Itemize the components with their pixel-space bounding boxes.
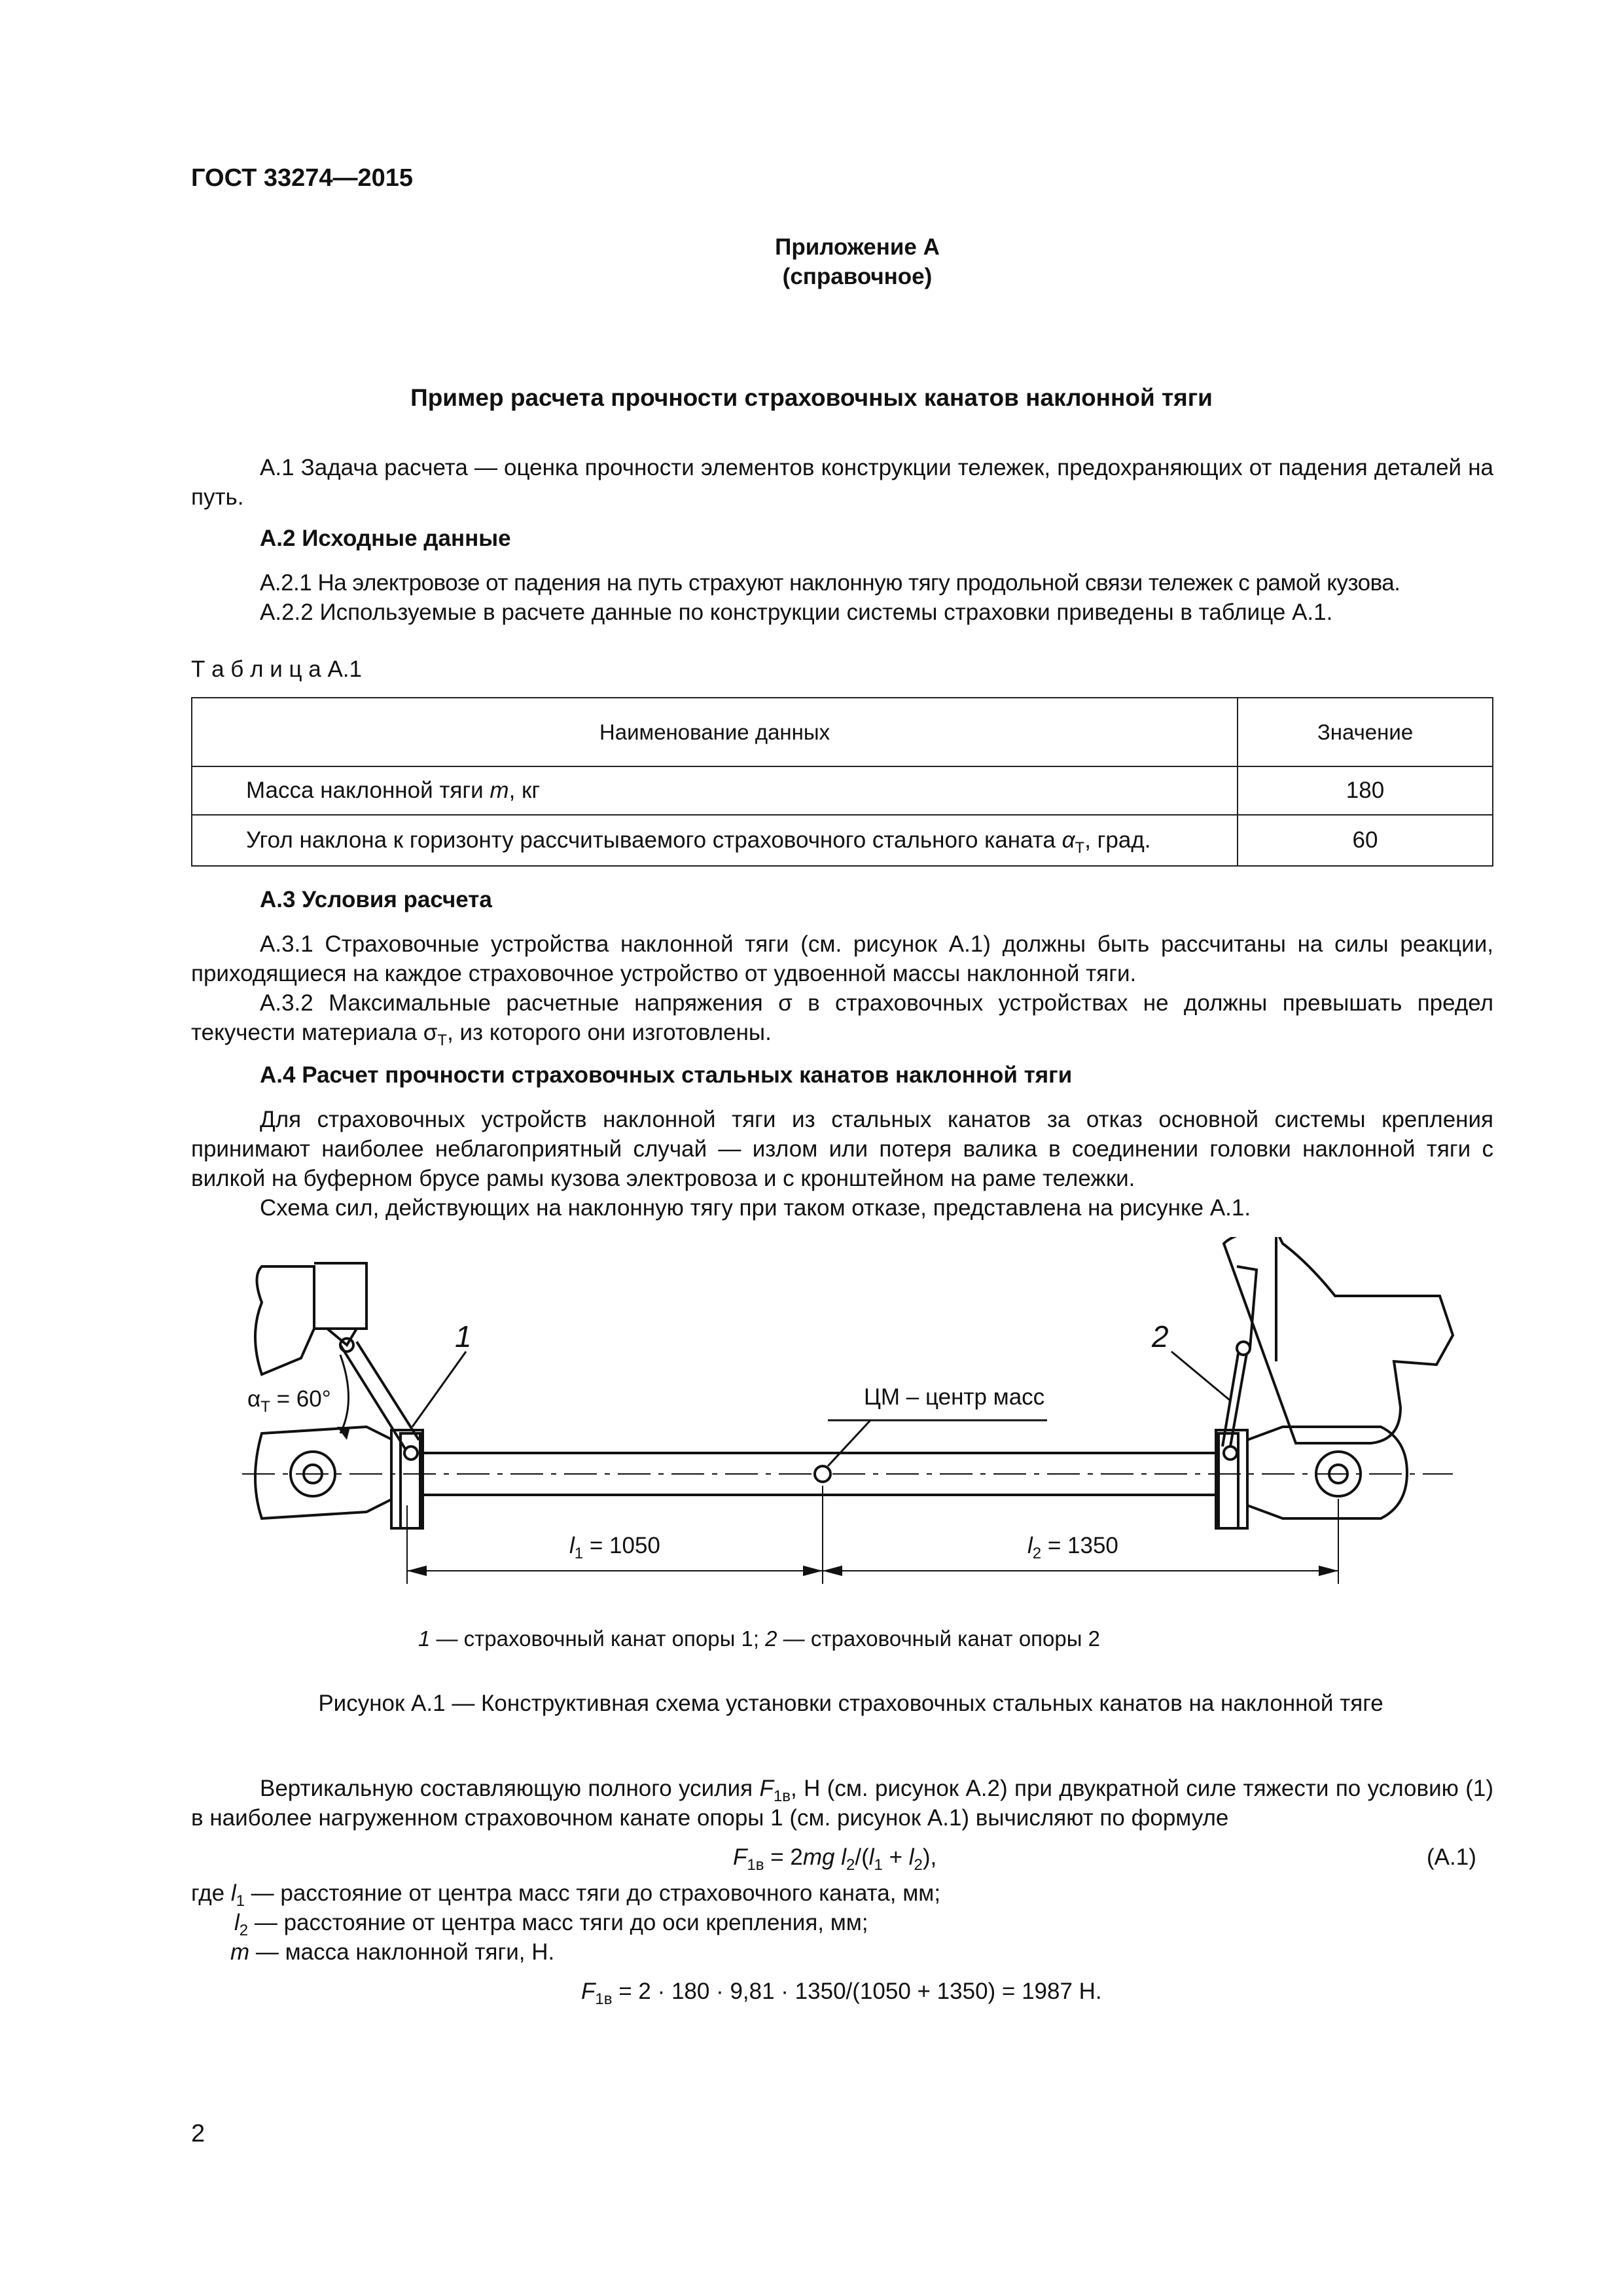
- left-eye-head: [255, 1427, 393, 1518]
- section-a3-2: А.3.2 Максимальные расчетные напряжения σ в страховочных устройствах не должны превышать предел текучести материала $\sigma_Т$, из которого они изготовлены.: [191, 990, 1493, 1049]
- table-cell-name: Угол наклона к горизонту рассчитываемого страховочного стального каната $\alpha_Т$, град.: [192, 815, 1238, 866]
- section-a2-title: А.2 Исходные данные: [260, 526, 511, 551]
- page-number: 2: [191, 2120, 205, 2147]
- section-a2-2: А.2.2 Используемые в расчете данные по конструкции системы страховки приведены в таблице А.1.: [260, 600, 1333, 625]
- definition-m: m — масса наклонной тяги, Н.: [230, 1939, 555, 1965]
- figure-a1-diagram: [229, 1237, 1472, 1604]
- angle-label: $\alpha_Т = 60^\circ$: [247, 1386, 331, 1416]
- section-a1-paragraph: А.1 Задача расчета — оценка прочности элементов конструкции тележек, предохраняющих от падения деталей на путь.: [191, 455, 1493, 510]
- angle-arc: [340, 1355, 349, 1433]
- table-row: [192, 766, 1493, 815]
- definition-l2: $l_2$ — расстояние от центра масс тяги до оси крепления, мм;: [234, 1910, 868, 1939]
- appendix-heading: Пример расчета прочности страховочных канатов наклонной тяги: [410, 384, 1213, 411]
- table-header-value: Значение: [1238, 698, 1493, 766]
- right-frame-bracket: [1224, 1237, 1453, 1443]
- document-code: ГОСТ 33274—2015: [191, 164, 414, 192]
- section-a2-1: А.2.1 На электровозе от падения на путь страхуют наклонную тягу продольной связи тележек с рамой кузова.: [260, 570, 1400, 596]
- table-cell-value: 180: [1238, 766, 1493, 815]
- section-a4-paragraph: Для страховочных устройств наклонной тяги из стальных канатов за отказ основной системы крепления принимают наиболее неблагоприятный случай — излом или потеря валика в соединении головки наклонной тяги с вилкой на буферном брусе рамы кузова электровоза и с кронштейном на раме тележки.: [191, 1107, 1493, 1191]
- table-header-name: Наименование данных: [192, 698, 1238, 766]
- figure-label-2: 2: [1152, 1319, 1169, 1354]
- left-frame-bracket: [255, 1266, 314, 1374]
- calc-paragraph: Вертикальную составляющую полного усилия $F_{1в}$, Н (см. рисунок А.2) при двукратной силе тяжести по условию (1) в наиболее нагруженном страховочном канате опоры 1 (см. рисунок А.1) вычисляют по формуле: [191, 1776, 1493, 1831]
- figure-caption: Рисунок А.1 — Конструктивная схема установки страховочных стальных канатов на наклонной тяге: [318, 1691, 1383, 1716]
- centre-of-mass-marker: [815, 1466, 830, 1482]
- definition-l1: где $l_1$ — расстояние от центра масс тяги до страховочного каната, мм;: [191, 1880, 941, 1910]
- result-formula: $F_{1в} = 2 \cdot 180 \cdot 9,81 \cdot 1350/(1050 + 1350) = 1987$ Н.: [581, 1979, 1102, 2008]
- dimension-l1-label: $l_1 = 1050$: [569, 1533, 660, 1562]
- section-a3-title: А.3 Условия расчета: [260, 887, 492, 912]
- formula-number: (А.1): [1427, 1844, 1476, 1870]
- figure-legend: 1 — страховочный канат опоры 1; 2 — страховочный канат опоры 2: [418, 1626, 1101, 1651]
- table-caption: Т а б л и ц а А.1: [191, 656, 362, 682]
- figure-label-1: 1: [455, 1319, 472, 1354]
- table-header-row: [192, 698, 1493, 766]
- dimension-l2-label: $l_2 = 1350$: [1027, 1533, 1118, 1562]
- section-a4-paragraph-2: Схема сил, действующих на наклонную тягу при таком отказе, представлена на рисунке А.1.: [260, 1195, 1251, 1221]
- table-cell-value: 60: [1238, 815, 1493, 866]
- section-a4-title: А.4 Расчет прочности страховочных стальных канатов наклонной тяги: [260, 1062, 1073, 1088]
- formula-a1: $F_{1в} = 2mg$ $l_2/(l_1 + l_2)$,: [733, 1844, 937, 1874]
- table-row: [192, 815, 1493, 866]
- data-table: [191, 697, 1493, 867]
- appendix-subtitle: (справочное): [782, 264, 933, 289]
- centre-of-mass-label: ЦМ – центр масс: [864, 1384, 1045, 1410]
- appendix-title: Приложение А: [775, 234, 940, 260]
- section-a3-1: А.3.1 Страховочные устройства наклонной тяги (см. рисунок А.1) должны быть рассчитаны на силы реакции, приходящиеся на каждое страховочное устройство от удвоенной массы наклонной тяги.: [191, 931, 1493, 986]
- table-cell-name: Масса наклонной тяги m, кг: [192, 766, 1238, 815]
